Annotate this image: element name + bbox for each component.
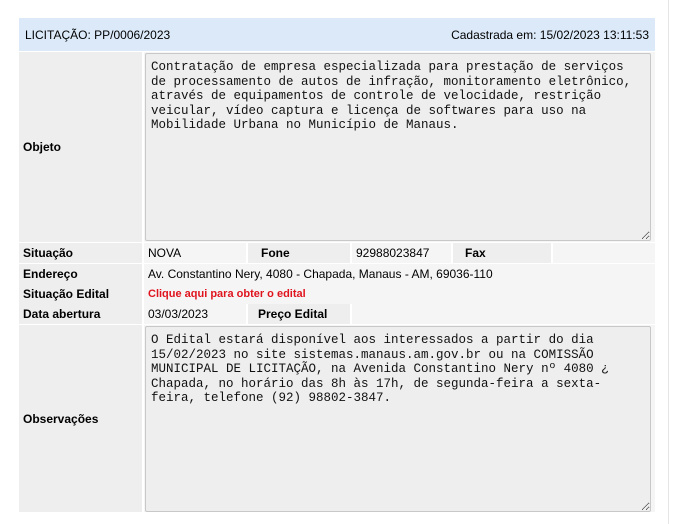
objeto-label: Objeto (19, 52, 142, 242)
situacao-label: Situação (19, 243, 142, 263)
data-abertura-value: 03/03/2023 (144, 304, 246, 324)
endereco-label: Endereço (19, 264, 142, 284)
page-divider (668, 0, 669, 524)
situacao-edital-cell (144, 284, 655, 304)
data-abertura-label: Data abertura (19, 304, 142, 324)
fax-value (553, 243, 655, 263)
fone-value: 92988023847 (352, 243, 451, 263)
obter-edital-link[interactable]: Clique aqui para obter o edital (148, 288, 306, 300)
observacoes-label: Observações (19, 325, 142, 512)
observacoes-cell (144, 325, 655, 512)
endereco-value: Av. Constantino Nery, 4080 - Chapada, Manaus - AM, 69036-110 (144, 264, 655, 284)
licitacao-number: LICITAÇÃO: PP/0006/2023 (25, 27, 171, 42)
fax-label: Fax (453, 243, 551, 263)
cadastrada-date: Cadastrada em: 15/02/2023 13:11:53 (451, 27, 649, 42)
situacao-value: NOVA (144, 243, 246, 263)
objeto-textarea[interactable] (145, 53, 651, 241)
preco-edital-value (352, 304, 655, 324)
objeto-cell (144, 52, 655, 242)
fone-label: Fone (248, 243, 350, 263)
licitacao-header (19, 18, 655, 51)
preco-edital-label: Preço Edital (248, 304, 350, 324)
observacoes-textarea[interactable] (145, 326, 651, 512)
situacao-edital-label: Situação Edital (19, 284, 142, 304)
